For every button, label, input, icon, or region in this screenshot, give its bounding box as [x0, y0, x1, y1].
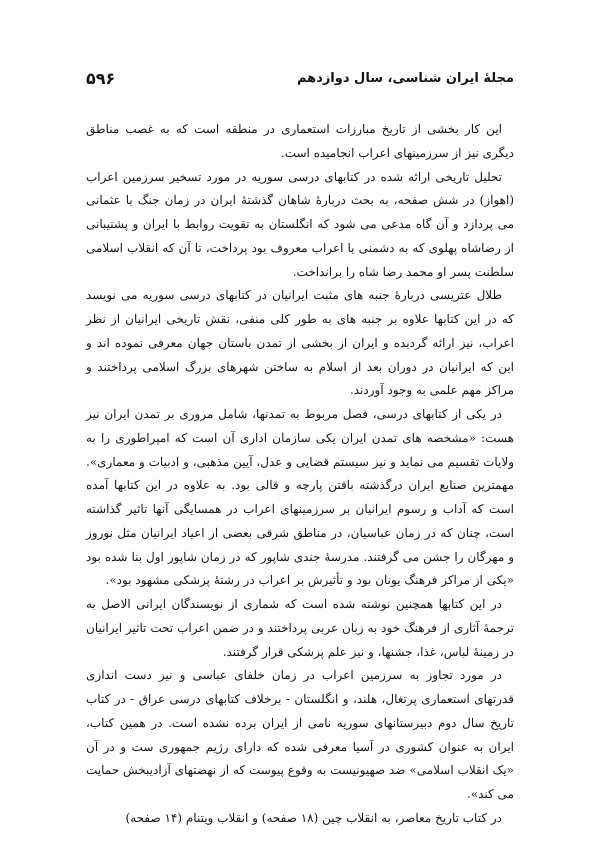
- page-number: ۵۹۶: [86, 68, 116, 88]
- body-text: [86, 118, 514, 831]
- paragraph: تحلیل تاریخی ارائه شده در کتابهای درسی سوریه در مورد تسخیر سرزمین اعراب (اهواز) در شش صفحه، به بحث دربارۀ شاهان گذشتۀ ایران در زمان جنگ با عثمانی می پردازد و آن گاه مدعی می شود که انگلستان به تقویت روابط با ایران و پشتیبانی از رضاشاه پهلوی که به دشمنی با اعراب معروف بود پرداخت، تا آن که انقلاب اسلامی سلطنت پسر او محمد رضا شاه را برانداخت.: [86, 169, 514, 279]
- paragraph: طلال عتریسی دربارۀ جنبه های مثبت ایرانیان در کتابهای درسی سوریه می نویسد که در این کتابها علاوه بر جنبه های به طور کلی منفی، نقش تاریخی ایرانیان از نظر اعراب، نیز ارائه گردیده و ایران از بخشی از تمدن باستان جهان معرفی نموده اند و این که ایرانیان در دوران بعد از اسلام به ساختن شهرهای بزرگ اسلامی پرداختند و مراکز مهم علمی به وجود آوردند.: [86, 288, 514, 398]
- paragraph: در کتاب تاریخ معاصر، به انقلاب چین (۱۸ صفحه) و انقلاب ویتنام (۱۴ صفحه): [125, 810, 502, 825]
- paragraph: در یکی از کتابهای درسی، فصل مربوط به تمدنها، شامل مروری بر تمدن ایران نیز هست: «مشخصه های تمدن ایران یکی سازمان اداری آن است که امپراطوری را به ولایات تقسیم می نماید و نیز سیستم قضایی و عدل، آیین مذهبی، و ادبیات و معماری». مهمترین صنایع ایران درگذشته بافتن پارچه و قالی بود. به علاوه در این کتابها آمده است که آداب و رسوم ایرانیان بر سرزمینهای اعراب در همسایگی آنها تاثیر گذاشته است، چنان که در زمان عباسیان، در مناطق شرقی بعضی از اعیاد ایرانیان مثل نوروز و مهرگان را جشن می گرفتند. مدرسۀ جندی شاپور که در زمان شاپور اول بنا شده بود «یکی از مراکز فرهنگ یونان بود و تأثیرش بر اعراب در رشتۀ پزشکی مشهود بود».: [86, 407, 514, 588]
- paragraph: این کار بخشی از تاریخ مبارزات استعماری در منطقه است که به غصب مناطق دیگری نیز از سرزمینهای اعراب انجامیده است.: [86, 122, 514, 160]
- running-head: [86, 58, 514, 98]
- journal-title: مجلۀ ایران شناسی، سال دوازدهم: [296, 70, 514, 86]
- paragraph: در این کتابها همچنین نوشته شده است که شماری از نویسندگان ایرانی الاصل به ترجمۀ آثاری از فرهنگ خود به زبان عربی پرداختند و در ضمن اعراب تحت تاثیر ایرانیان در زمینۀ لباس، غذا، جشنها، و نیز علم پزشکی قرار گرفتند.: [86, 597, 514, 659]
- paragraph: در مورد تجاوز به سرزمین اعراب در زمان خلفای عباسی و نیز دست اندازی قدرتهای استعماری پرتغال، هلند، و انگلستان - برخلاف کتابهای درسی عراق - در کتاب تاریخ سال دوم دبیرستانهای سوریه نامی از ایران برده نشده است. در همین کتاب، ایران به عنوان کشوری در آسیا معرفی شده که دارای رژیم جمهوری ست و در آن «یک انقلاب اسلامی» ضد صهیونیست به وقوع پیوست که از نهضتهای آزادیبخش حمایت می کند».: [86, 668, 514, 801]
